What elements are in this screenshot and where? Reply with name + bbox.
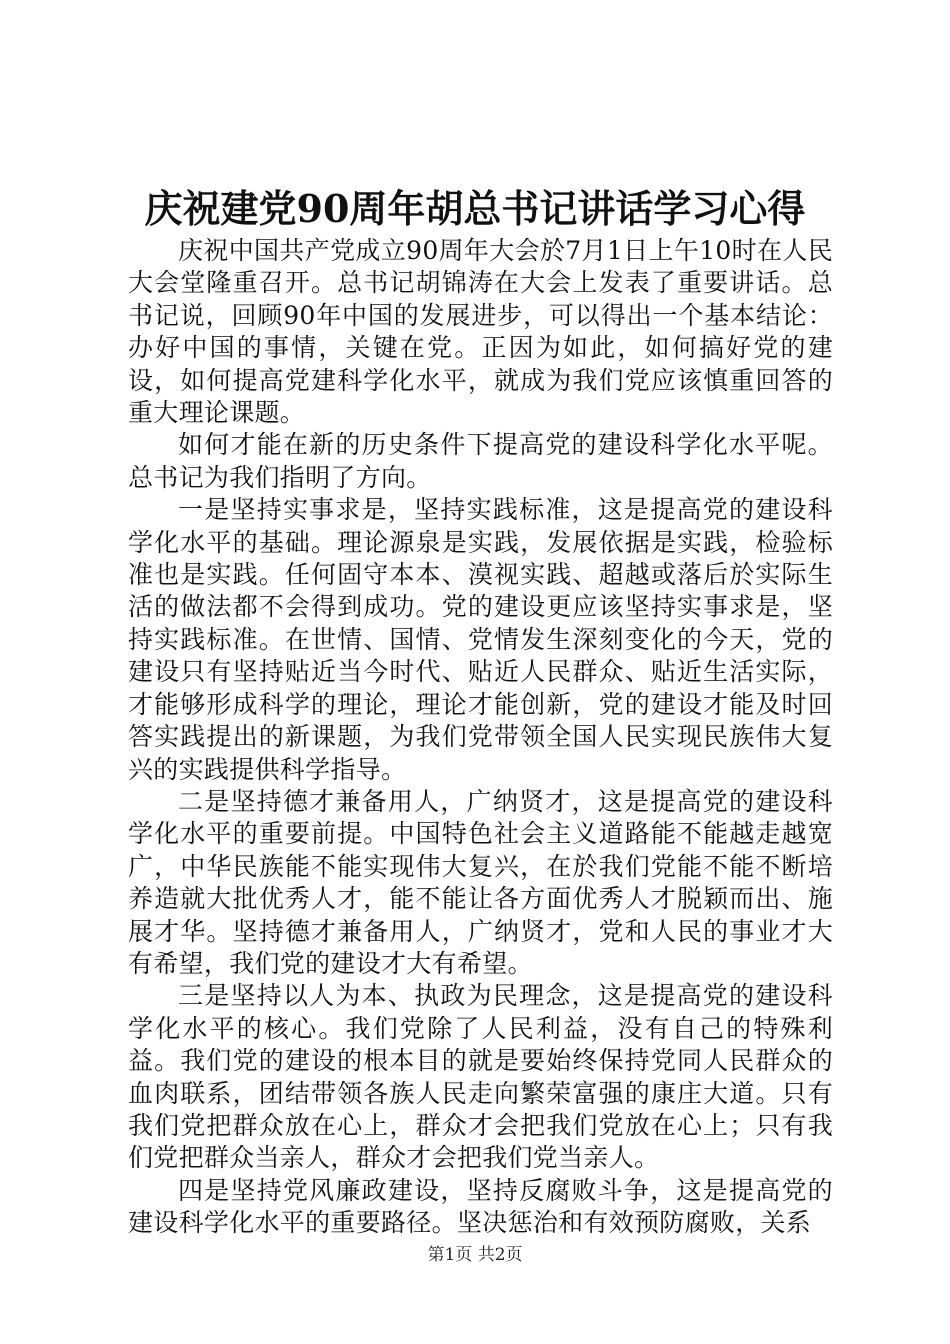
paragraph-intro: 庆祝中国共产党成立90周年大会於7月1日上午10时在人民大会堂隆重召开。总书记胡锦涛在大会上发表了重要讲话。总书记说，回顾90年中国的发展进步，可以得出一个基本结论：办好中国的事情，关键在党。正因为如此，如何搞好党的建设，如何提高党建科学化水平，就成为我们党应该慎重回答的重大理论课题。 [128,236,833,428]
page-number-footer: 第1页 共2页 [427,1245,523,1265]
paragraph-point-four: 四是坚持党风廉政建设，坚持反腐败斗争，这是提高党的建设科学化水平的重要路径。坚决惩治和有效预防腐败，关系 [128,1175,833,1238]
document-body [128,235,833,1240]
paragraph-point-one: 一是坚持实事求是，坚持实践标准，这是提高党的建设科学化水平的基础。理论源泉是实践，发展依据是实践，检验标准也是实践。任何固守本本、漠视实践、超越或落后於实际生活的做法都不会得到成功。党的建设更应该坚持实事求是，坚持实践标准。在世情、国情、党情发生深刻变化的今天，党的建设只有坚持贴近当今时代、贴近人民群众、贴近生活实际，才能够形成科学的理论，理论才能创新，党的建设才能及时回答实践提出的新课题，为我们党带领全国人民实现民族伟大复兴的实践提供科学指导。 [128,495,833,784]
paragraph-point-two: 二是坚持德才兼备用人，广纳贤才，这是提高党的建设科学化水平的重要前提。中国特色社会主义道路能不能越走越宽广，中华民族能不能实现伟大复兴，在於我们党能不能不断培养造就大批优秀人才，能不能让各方面优秀人才脱颖而出、施展才华。坚持德才兼备用人，广纳贤才，党和人民的事业才大有希望，我们党的建设才大有希望。 [128,786,833,978]
document-title: 庆祝建党90周年胡总书记讲话学习心得 [144,186,806,231]
paragraph-point-three: 三是坚持以人为本、执政为民理念，这是提高党的建设科学化水平的核心。我们党除了人民利益，没有自己的特殊利益。我们党的建设的根本目的就是要始终保持党同人民群众的血肉联系，团结带领各族人民走向繁荣富强的康庄大道。只有我们党把群众放在心上，群众才会把我们党放在心上；只有我们党把群众当亲人，群众才会把我们党当亲人。 [128,981,833,1173]
paragraph-question: 如何才能在新的历史条件下提高党的建设科学化水平呢。总书记为我们指明了方向。 [128,430,833,492]
